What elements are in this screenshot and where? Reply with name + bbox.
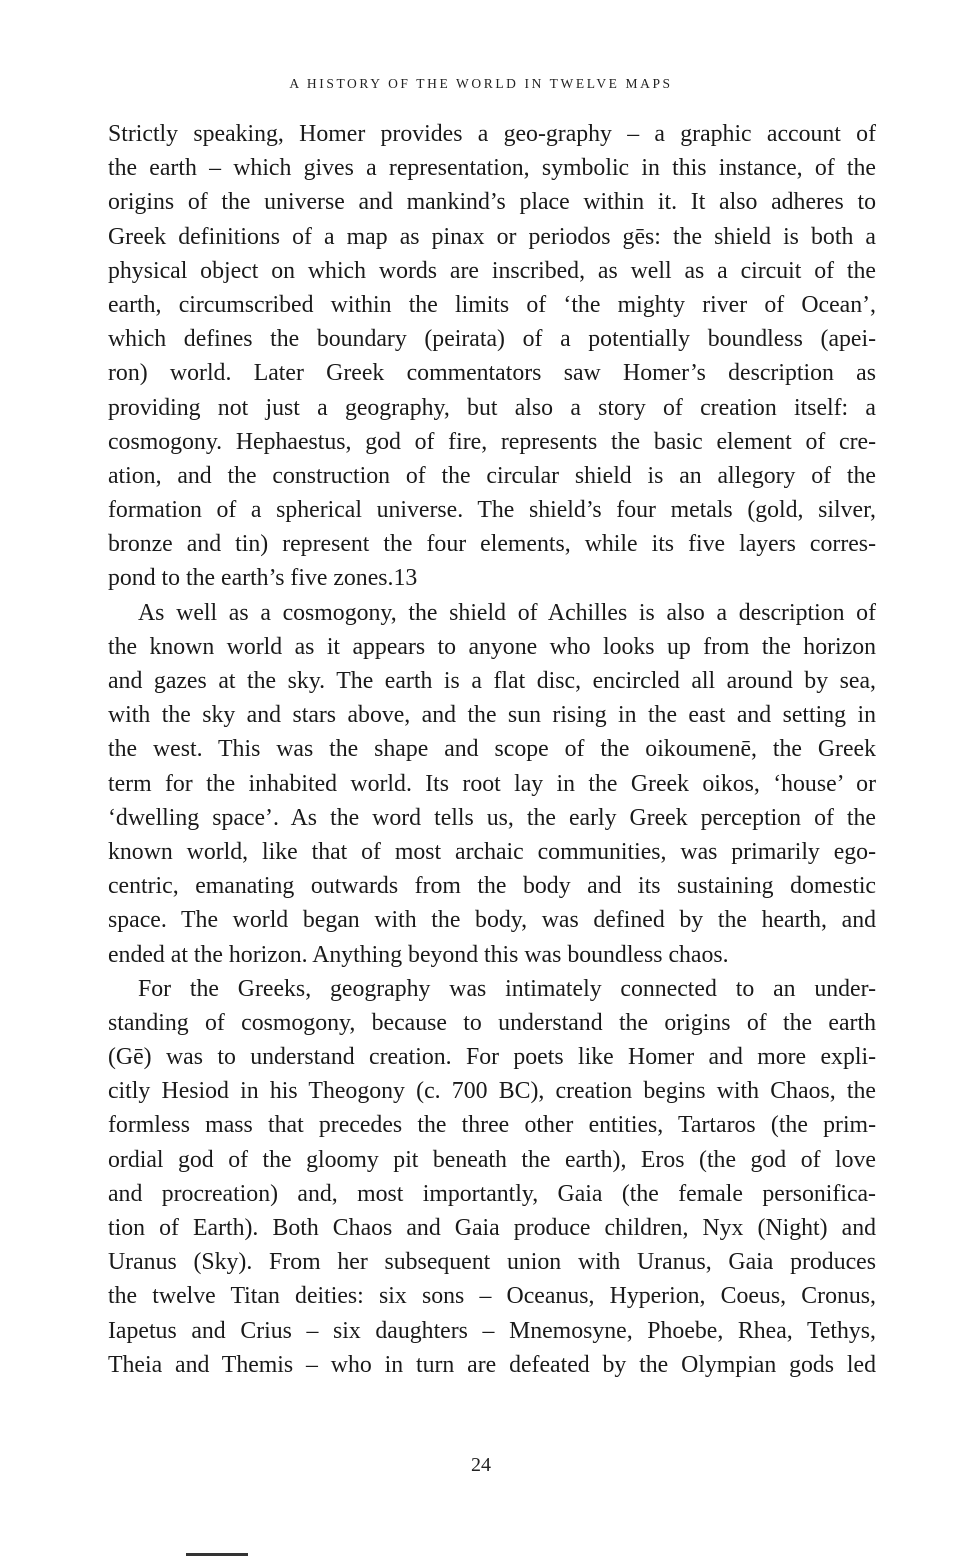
scan-edge-mark xyxy=(186,1553,248,1556)
text-line: For the Greeks, geography was intimately connected to an under- xyxy=(138,975,876,1002)
text-line: formless mass that precedes the three other entities, Tartaros (the prim- xyxy=(108,1112,876,1139)
text-line: origins of the universe and mankind’s place within it. It also adheres to xyxy=(108,189,876,216)
text-line: ation, and the construction of the circular shield is an allegory of the xyxy=(108,462,876,489)
text-line: As well as a cosmogony, the shield of Achilles is also a description of xyxy=(138,599,876,626)
text-line: Strictly speaking, Homer provides a geo-graphy – a graphic account of xyxy=(108,121,876,147)
text-line: ron) world. Later Greek commentators saw Homer’s description as xyxy=(108,360,876,387)
paragraph-2 xyxy=(108,596,876,972)
text-line: cosmogony. Hephaestus, god of fire, represents the basic element of cre- xyxy=(108,428,876,455)
page-number: 24 xyxy=(471,1454,491,1476)
text-line: tion of Earth). Both Chaos and Gaia produce children, Nyx (Night) and xyxy=(108,1215,876,1241)
text-line: term for the inhabited world. Its root lay in the Greek oikos, ‘house’ or xyxy=(108,770,876,797)
text-line: earth, circumscribed within the limits of ‘the mighty river of Ocean’, xyxy=(108,291,876,318)
text-line: physical object on which words are inscribed, as well as a circuit of the xyxy=(108,257,876,284)
text-line: the known world as it appears to anyone who looks up from the horizon xyxy=(108,633,876,660)
text-line: Theia and Themis – who in turn are defeated by the Olympian gods led xyxy=(108,1351,876,1378)
text-line: formation of a spherical universe. The shield’s four metals (gold, silver, xyxy=(108,497,876,524)
text-line: citly Hesiod in his Theogony (c. 700 BC), creation begins with Chaos, the xyxy=(108,1078,876,1105)
text-line: with the sky and stars above, and the sun rising in the east and setting in xyxy=(108,702,876,729)
text-line: space. The world began with the body, was defined by the hearth, and xyxy=(108,907,876,934)
body-text xyxy=(108,117,876,1382)
text-line: Greek definitions of a map as pinax or periodos gēs: the shield is both a xyxy=(108,223,876,250)
text-line: and procreation) and, most importantly, Gaia (the female personifica- xyxy=(108,1180,876,1207)
text-line: the west. This was the shape and scope of the oikoumenē, the Greek xyxy=(108,736,876,763)
text-line: (Gē) was to understand creation. For poets like Homer and more expli- xyxy=(108,1044,876,1071)
text-line: ended at the horizon. Anything beyond this was boundless chaos. xyxy=(108,941,729,968)
text-line: ‘dwelling space’. As the word tells us, the early Greek perception of the xyxy=(108,804,876,831)
text-line: centric, emanating outwards from the body and its sustaining domestic xyxy=(108,873,876,900)
text-line: the earth – which gives a representation, symbolic in this instance, of the xyxy=(108,155,876,182)
text-line: and gazes at the sky. The earth is a flat disc, encircled all around by sea, xyxy=(108,668,876,694)
running-head: A HISTORY OF THE WORLD IN TWELVE MAPS xyxy=(289,76,673,91)
text-line: pond to the earth’s five zones.13 xyxy=(108,565,418,592)
paragraph-1 xyxy=(108,117,876,596)
text-line: the twelve Titan deities: six sons – Oceanus, Hyperion, Coeus, Cronus, xyxy=(108,1283,876,1310)
paragraph-3 xyxy=(108,972,876,1382)
text-line: Iapetus and Crius – six daughters – Mnemosyne, Phoebe, Rhea, Tethys, xyxy=(108,1317,876,1344)
text-line: which defines the boundary (peirata) of a potentially boundless (apei- xyxy=(108,326,876,353)
text-line: providing not just a geography, but also a story of creation itself: a xyxy=(108,394,876,421)
text-line: standing of cosmogony, because to understand the origins of the earth xyxy=(108,1009,876,1036)
text-line: ordial god of the gloomy pit beneath the earth), Eros (the god of love xyxy=(108,1146,876,1173)
text-line: Uranus (Sky). From her subsequent union with Uranus, Gaia produces xyxy=(108,1249,876,1276)
text-line: bronze and tin) represent the four elements, while its five layers corres- xyxy=(108,531,876,558)
text-line: known world, like that of most archaic communities, was primarily ego- xyxy=(108,838,876,865)
